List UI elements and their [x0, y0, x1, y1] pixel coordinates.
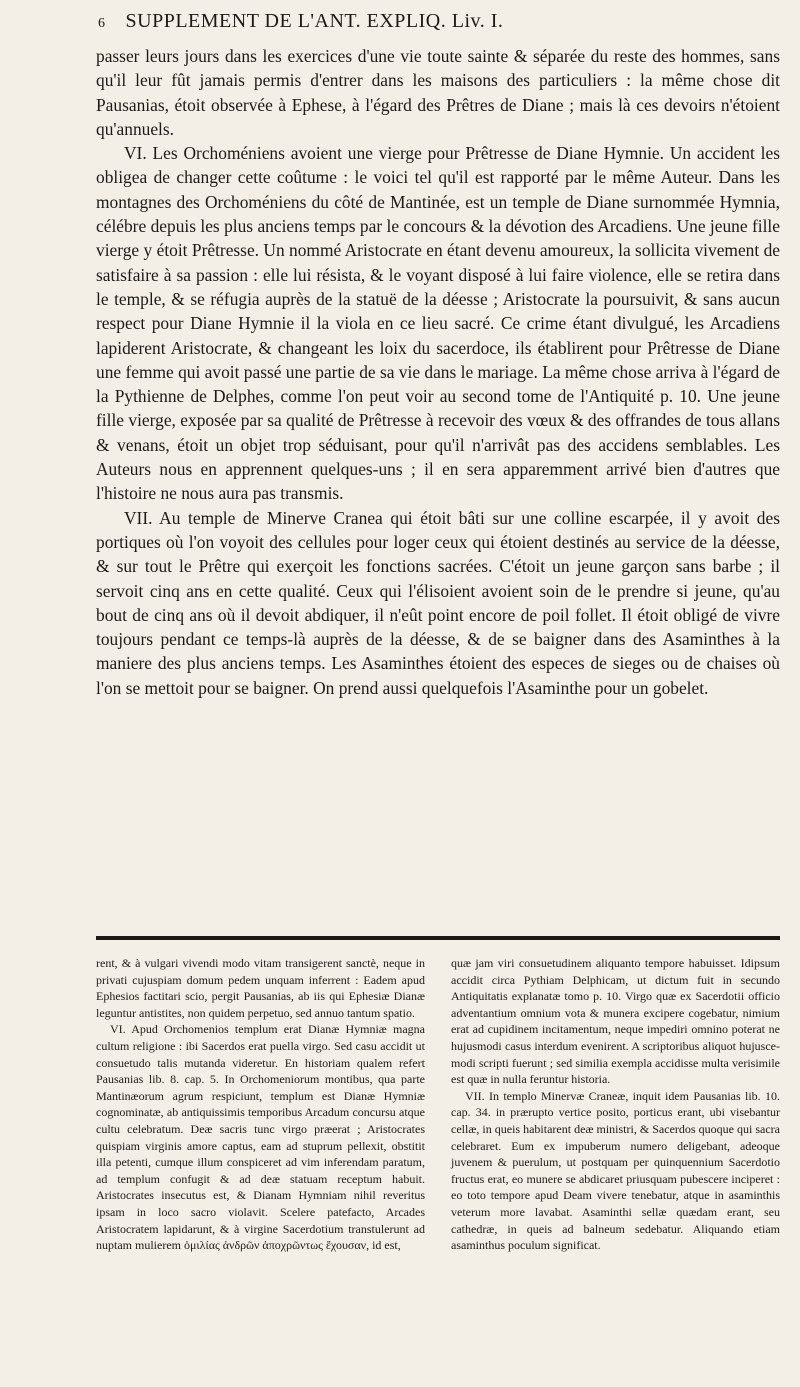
footnote-continuation-2: quæ jam viri consuetudinem aliquanto tempore habuisset. Idipsum accidit circa Pythiam Delphicam, ut dictum fuit in secundo Antiquitatis explanatæ tomo p. 10. Virgo quæ ex Sacerdotii officio adventantium omnium vota & munera excipere cogebatur, nimium erat ad cupidinem incitamentum, neque impediri omnino poterat ne hujusmodi casus interdum evenirent. A scriptoribus aliquot hujusce-modi scripti fuerunt ; sed similia exempla accidisse multa verisimile est quæ in nulla feruntur historia.: [451, 956, 780, 1087]
footnote-separator-rule: [96, 936, 780, 940]
main-paragraph-section-vi: VI. Les Orchoméniens avoient une vierge pour Prêtresse de Diane Hymnie. Un accident les obligea de changer cette coûtume : le voici tel qu'il est rapporté par le même Auteur. Dans les montagnes des Orchoméniens du côté de Mantinée, est un temple de Diane surnommée Hymnia, célébre depuis les plus anciens temps par le concours & la dévotion des Arcadiens. Une jeune fille vierge y étoit Prêtresse. Un nommé Aristocrate en étant devenu amoureux, la sollicita vivement de satisfaire à sa passion : elle lui résista, & le voyant disposé à lui faire violence, elle se retira dans le temple, & se réfugia auprès de la statuë de la déesse ; Aristocrate la poursuivit, & sans aucun respect pour Diane Hymnie il la viola en ce lieu sacré. Ce crime étant divulgué, les Arcadiens lapiderent Aristocrate, & changeant les loix du sacerdoce, ils établirent pour Prêtresse de Diane une femme qui avoit passé une partie de sa vie dans le mariage. La même chose arriva à l'égard de la Pythienne de Delphes, comme l'on peut voir au second tome de l'Antiquité p. 10. Une jeune fille vierge, exposée par sa qualité de Prêtresse à recevoir des vœux & des offrandes de tous allans & venans, étoit un objet trop séduisant, pour qu'il n'arrivât pas des accidens semblables. Les Auteurs nous en apprennent quelques-uns ; il en sera apparemment arrivé bien d'autres que l'histoire ne nous aura pas transmis.: [96, 143, 780, 504]
running-title: SUPPLEMENT DE L'ANT. EXPLIQ. Liv. I.: [125, 10, 504, 32]
latin-footnotes: [96, 955, 780, 1254]
page-number: 6: [98, 16, 106, 31]
main-paragraph-continuation: passer leurs jours dans les exercices d'une vie toute sainte & séparée du reste des hommes, sans qu'il leur fût jamais permis d'entrer dans les maisons des particuliers : la même chose dit Pausanias, étoit observée à Ephese, à l'égard des Prêtres de Diane ; mais là ces devoirs n'étoient qu'annuels.: [96, 46, 780, 139]
footnote-continuation: rent, & à vulgari vivendi modo vitam transigerent sanctè, neque in privati cujuspiam domum pedem unquam inferrent : Eadem apud Ephesios factitari scio, pergit Pausanias, ab iis qui Ephesiæ Dianæ leguntur antistites, non quidem perpetuo, sed annuo tantum spatio.: [96, 956, 425, 1020]
footnote-section-vi: VI. Apud Orchomenios templum erat Dianæ Hymniæ magna cultum religione : ibi Sacerdos erat puella virgo. Sed casu accidit ut consuetudo talis mutanda videretur. En historiam qualem refert Pausanias lib. 8. cap. 5. In Orchomeniorum montibus, qua parte Mantinæorum agrum respiciunt, templum est Dianæ Hymniæ cognominatæ, ab antiquissimis temporibus Arcadum concursu atque cultu celebratum. Deæ sacris tunc virgo præerat ; Aristocrates quispiam virginis amore captus, eam ad stuprum pellexit, obstitit illa petenti, cumque illum conspiceret ad vim inferendam paratum, ad templum confugit & ad deæ statuam receptum habuit. Aristocrates insecutus est, & Dianam Hymniam nihil reveritus ipsam in loco sacro violavit. Scelere patefacto, Arcades Aristocratem lapidarunt, & à virgine Sacerdotium transtulerunt ad nuptam mulierem ὁμιλίας ἀνδρῶν ἀποχρῶντως ἔχουσαν, id est,: [96, 1022, 425, 1253]
main-text: [96, 44, 780, 700]
footnote-section-vii: VII. In templo Minervæ Craneæ, inquit idem Pausanias lib. 10. cap. 34. in prærupto vertice posito, porticus erant, ubi visebantur cellæ, in queis habitarent deæ ministri, & Sacerdos quoque qui sacra celebraret. Eum ex impuberum numero deligebant, adeoque juvenem & puerulum, ut postquam per quinquennium Sacerdotio fructus erat, eo munere se abdicaret priusquam pubescere inciperet : eo toto tempore apud Deam vivere tenebatur, atque in asaminthis veterum more lavabat. Asaminthi sellæ quædam erant, seu cathedræ, in queis ad balneum sedebatur. Aliquando etiam asaminthus poculum significat.: [451, 1088, 780, 1253]
running-header: [98, 10, 778, 33]
main-paragraph-section-vii: VII. Au temple de Minerve Cranea qui étoit bâti sur une colline escarpée, il y avoit des portiques où l'on voyoit des cellules pour loger ceux qui étoient destinés au service de la déesse, & sur tout le Prêtre qui exerçoit les fonctions sacrées. C'étoit un jeune garçon sans barbe ; il servoit cinq ans en cette qualité. Ceux qui l'élisoient avoient soin de le prendre si jeune, qu'au bout de cinq ans où il devoit abdiquer, il n'eût point encore de poil follet. Il étoit obligé de vivre toujours pendant ce temps-là auprès de la déesse, & de se baigner dans des Asaminthes à la maniere des plus anciens temps. Les Asaminthes étoient des especes de sieges ou de chaises où l'on se mettoit pour se baigner. On prend aussi quelquefois l'Asaminthe pour un gobelet.: [96, 507, 780, 698]
